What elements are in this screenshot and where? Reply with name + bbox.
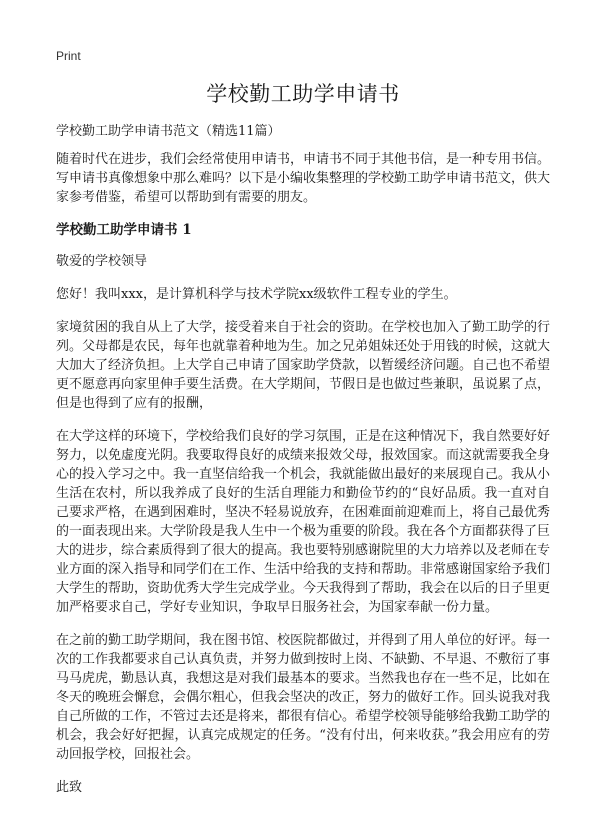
closing-line: 此致 bbox=[56, 780, 83, 795]
greeting-paragraph: 您好！我叫xxx，是计算机科学与技术学院xx级软件工程专业的学生。 bbox=[56, 287, 457, 302]
document-body bbox=[56, 150, 550, 811]
salutation: 敬爱的学校领导 bbox=[56, 254, 148, 269]
intro-paragraph: 随着时代在进步，我们会经常使用申请书，申请书不同于其他书信，是一种专用书信。写申请书真像想象中那么难吗？以下是小编收集整理的学校勤工助学申请书范文，供大家参考借鉴，希望可以帮助到有需要的朋友。 bbox=[56, 152, 551, 205]
body-paragraph: 家境贫困的我自从上了大学，接受着来自于社会的资助。在学校也加入了勤工助学的行列。父母都是农民，每年也就靠着种地为生。加之兄弟姐妹还处于用钱的时候，这就大大加大了经济负担。上大学自己申请了国家助学贷款，以暂缓经济问题。自己也不希望更不愿意再向家里伸手要生活费。在大学期间，节假日是也做过些兼职，虽说累了点，但是也得到了应有的报酬， bbox=[56, 320, 551, 411]
section-heading: 学校勤工助学申请书 1 bbox=[56, 222, 192, 238]
body-paragraph: 在大学这样的环境下，学校给我们良好的学习氛围，正是在这种情况下，我自然要好好努力，以免虚度光阴。我要取得良好的成绩来报效父母，报效国家。而这就需要我全身心的投入学习之中。我一直坚信给我一个机会，我就能做出最好的来展现自己。我从小生活在农村，所以我养成了良好的生活自理能力和勤俭节约的“良好品质。我一直对自己要求严格，在遇到困难时，坚决不轻易说放弃，在困难面前迎难而上，将自己最优秀的一面表现出来。大学阶段是我人生中一个极为重要的阶段。我在各个方面都获得了巨大的进步，综合素质得到了很大的提高。我也要特别感谢院里的大力培养以及老师在专业方面的深入指导和同学们在工作、生活中给我的支持和帮助。非常感谢国家给予我们大学生的帮助，资助优秀大学生完成学业。今天我得到了帮助，我会在以后的日子里更加严格要求自己，学好专业知识，争取早日服务社会，为国家奉献一份力量。 bbox=[56, 429, 551, 615]
print-link[interactable]: Print bbox=[56, 49, 81, 63]
body-paragraph: 在之前的勤工助学期间，我在图书馆、校医院都做过，并得到了用人单位的好评。每一次的工作我都要求自己认真负责，并努力做到按时上岗、不缺勤、不早退、不敷衍了事马马虎虎，勤恳认真，我想这是对我们最基本的要求。当然我也存在一些不足，比如在冬天的晚班会懈怠，会偶尔粗心，但我会坚决的改正，努力的做好工作。回头说我对我自己所做的工作，不管过去还是将来，都很有信心。希望学校领导能够给我勤工助学的机会，我会好好把握，认真完成规定的任务。“没有付出，何来收获。”我会用应有的劳动回报学校，回报社会。 bbox=[56, 633, 551, 762]
document-subtitle: 学校勤工助学申请书范文（精选11篇） bbox=[56, 124, 281, 139]
page-title: 学校勤工助学申请书 bbox=[206, 82, 400, 106]
